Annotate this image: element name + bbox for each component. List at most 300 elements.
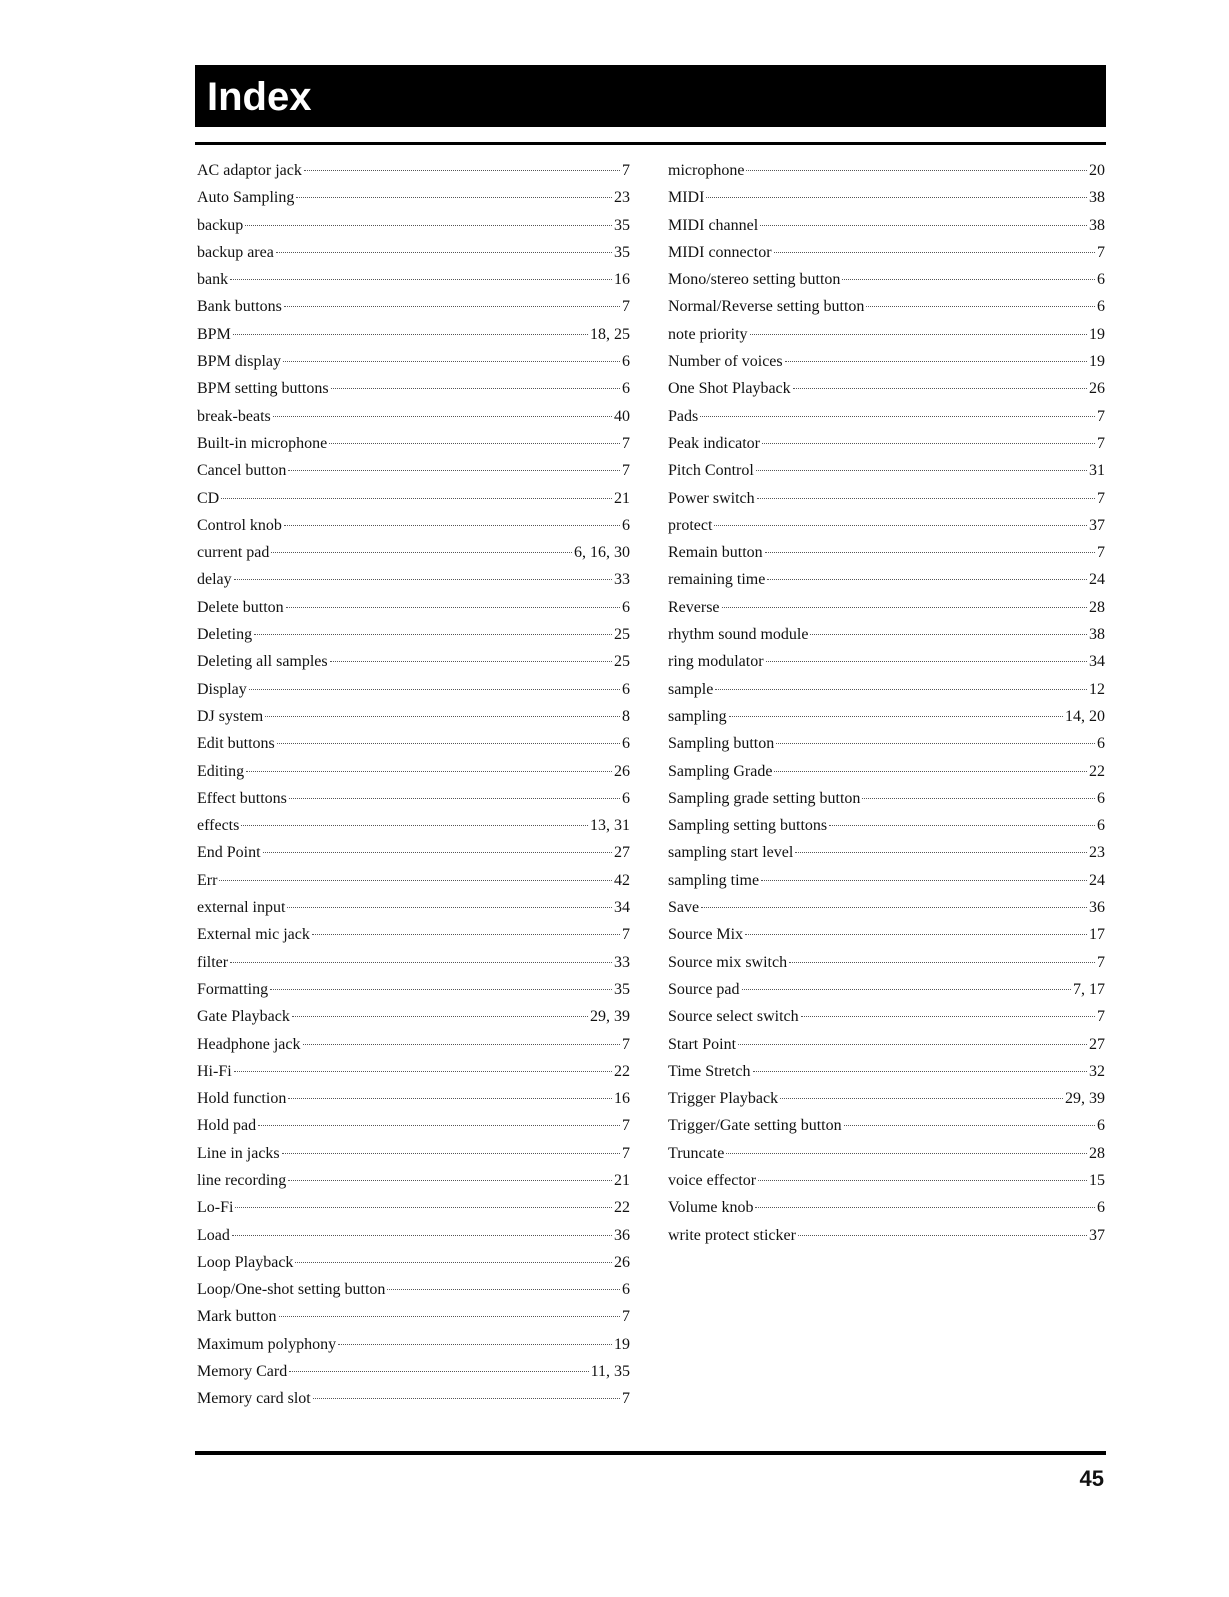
- index-page-ref: 6: [1097, 735, 1105, 753]
- dot-leader: [273, 416, 612, 417]
- index-term: Deleting: [197, 626, 253, 644]
- index-page-ref: 20: [1089, 162, 1105, 179]
- index-term: protect: [668, 516, 713, 534]
- index-term: Delete button: [197, 598, 284, 616]
- index-page-ref: 6: [622, 680, 630, 698]
- index-term: Sampling Grade: [668, 762, 773, 780]
- index-term: BPM display: [197, 353, 282, 371]
- page-number: 45: [1079, 1466, 1104, 1491]
- index-entry: [197, 1005, 630, 1032]
- index-column-right: [668, 159, 1105, 1251]
- index-entry: [197, 1169, 630, 1196]
- index-entry: [668, 1196, 1105, 1223]
- index-page-ref: 15: [1089, 1171, 1105, 1189]
- dot-leader: [756, 470, 1087, 471]
- index-term: delay: [197, 571, 232, 589]
- index-page-ref: 6: [622, 1281, 630, 1299]
- dot-leader: [286, 607, 620, 608]
- index-term: MIDI: [668, 189, 705, 207]
- dot-leader: [798, 1235, 1087, 1236]
- index-entry: [668, 1005, 1105, 1032]
- index-term: Trigger Playback: [668, 1090, 779, 1108]
- index-page-ref: 22: [614, 1062, 630, 1080]
- index-entry: [668, 405, 1105, 432]
- dot-leader: [766, 661, 1087, 662]
- index-term: One Shot Playback: [668, 380, 791, 398]
- dot-leader: [282, 1153, 620, 1154]
- index-entry: [668, 760, 1105, 787]
- index-page-ref: 14, 20: [1065, 707, 1105, 725]
- index-term: effects: [197, 817, 240, 835]
- index-term: Number of voices: [668, 353, 783, 371]
- dot-leader: [258, 1125, 620, 1126]
- index-page-ref: 7: [622, 1390, 630, 1408]
- index-entry: [668, 295, 1105, 322]
- index-term: bank: [197, 271, 229, 289]
- dot-leader: [283, 361, 620, 362]
- index-page-ref: 36: [614, 1226, 630, 1244]
- index-term: Effect buttons: [197, 789, 287, 807]
- index-term: voice effector: [668, 1171, 757, 1189]
- index-page-ref: 6: [1097, 1117, 1105, 1135]
- index-page-ref: 6: [622, 598, 630, 616]
- dot-leader: [706, 197, 1087, 198]
- index-entry: [197, 869, 630, 896]
- index-term: Deleting all samples: [197, 653, 328, 671]
- index-entry: [668, 978, 1105, 1005]
- dot-leader: [271, 552, 572, 553]
- index-page-ref: 22: [1089, 762, 1105, 780]
- index-entry: [197, 705, 630, 732]
- index-page-ref: 28: [1089, 598, 1105, 616]
- index-term: End Point: [197, 844, 261, 862]
- dot-leader: [233, 334, 588, 335]
- footer-divider: [195, 1451, 1106, 1455]
- index-term: Hold pad: [197, 1117, 257, 1135]
- index-term: Save: [668, 899, 700, 917]
- index-page-ref: 19: [1089, 353, 1105, 371]
- index-entry: [668, 459, 1105, 486]
- index-entry: [668, 432, 1105, 459]
- dot-leader: [761, 880, 1087, 881]
- dot-leader: [289, 1371, 588, 1372]
- dot-leader: [249, 689, 620, 690]
- dot-leader: [276, 252, 612, 253]
- dot-leader: [329, 443, 620, 444]
- index-entry: [197, 951, 630, 978]
- index-entry: [197, 787, 630, 814]
- dot-leader: [296, 197, 612, 198]
- index-entry: [197, 1087, 630, 1114]
- index-entry: [197, 814, 630, 841]
- index-page-ref: 35: [614, 243, 630, 261]
- index-term: External mic jack: [197, 926, 310, 944]
- index-entry: [668, 596, 1105, 623]
- index-page-ref: 25: [614, 626, 630, 644]
- index-term: Line in jacks: [197, 1144, 280, 1162]
- index-entry: [197, 896, 630, 923]
- dot-leader: [810, 634, 1087, 635]
- dot-leader: [758, 1180, 1087, 1181]
- index-term: Display: [197, 680, 247, 698]
- dot-leader: [295, 1262, 612, 1263]
- index-page-ref: 6: [622, 380, 630, 398]
- index-entry: [197, 923, 630, 950]
- dot-leader: [760, 225, 1087, 226]
- dot-leader: [866, 306, 1095, 307]
- index-entry: [668, 1169, 1105, 1196]
- index-page-ref: 40: [614, 407, 630, 425]
- index-page-ref: 26: [1089, 380, 1105, 398]
- dot-leader: [304, 170, 620, 171]
- index-page-ref: 7: [1097, 407, 1105, 425]
- index-page-ref: 6: [1097, 271, 1105, 289]
- dot-leader: [219, 880, 612, 881]
- index-header-bar: [195, 65, 1106, 127]
- index-entry: [668, 186, 1105, 213]
- index-term: line recording: [197, 1171, 287, 1189]
- dot-leader: [755, 1207, 1095, 1208]
- dot-leader: [292, 1016, 588, 1017]
- dot-leader: [765, 552, 1095, 553]
- index-page-ref: 32: [1089, 1062, 1105, 1080]
- index-term: break-beats: [197, 407, 271, 425]
- dot-leader: [312, 934, 620, 935]
- index-page-ref: 26: [614, 762, 630, 780]
- index-page-ref: 7: [622, 162, 630, 179]
- index-page-ref: 35: [614, 216, 630, 234]
- index-term: Memory Card: [197, 1363, 288, 1381]
- dot-leader: [795, 852, 1087, 853]
- dot-leader: [338, 1344, 612, 1345]
- index-entry: [668, 323, 1105, 350]
- dot-leader: [757, 498, 1095, 499]
- index-entry: [197, 541, 630, 568]
- index-term: AC adaptor jack: [197, 162, 302, 179]
- index-entry: [668, 268, 1105, 295]
- dot-leader: [844, 1125, 1095, 1126]
- index-entry: [668, 1060, 1105, 1087]
- dot-leader: [288, 1098, 612, 1099]
- index-page-ref: 6, 16, 30: [574, 544, 630, 562]
- index-term: Source pad: [668, 980, 740, 998]
- dot-leader: [246, 771, 612, 772]
- dot-leader: [701, 907, 1087, 908]
- dot-leader: [776, 743, 1095, 744]
- dot-leader: [270, 989, 612, 990]
- index-term: Truncate: [668, 1144, 725, 1162]
- index-page-ref: 12: [1089, 680, 1105, 698]
- index-term: CD: [197, 489, 220, 507]
- index-page-ref: 38: [1089, 189, 1105, 207]
- index-page-ref: 23: [1089, 844, 1105, 862]
- dot-leader: [254, 634, 612, 635]
- dot-leader: [746, 170, 1087, 171]
- index-entry: [668, 241, 1105, 268]
- index-page-ref: 6: [622, 516, 630, 534]
- dot-leader: [234, 1071, 612, 1072]
- dot-leader: [287, 907, 612, 908]
- index-term: microphone: [668, 162, 745, 179]
- dot-leader: [289, 798, 620, 799]
- index-term: Source mix switch: [668, 953, 788, 971]
- index-term: Load: [197, 1226, 230, 1244]
- dot-leader: [767, 579, 1087, 580]
- index-term: Peak indicator: [668, 434, 760, 452]
- index-page-ref: 27: [614, 844, 630, 862]
- index-term: Built-in microphone: [197, 434, 328, 452]
- index-page-ref: 37: [1089, 1226, 1105, 1244]
- index-page-ref: 25: [614, 653, 630, 671]
- index-page-ref: 13, 31: [590, 817, 630, 835]
- index-page-ref: 19: [614, 1335, 630, 1353]
- index-term: sample: [668, 680, 714, 698]
- index-term: external input: [197, 899, 286, 917]
- index-page-ref: 36: [1089, 899, 1105, 917]
- index-term: Mono/stereo setting button: [668, 271, 841, 289]
- index-page-ref: 23: [614, 189, 630, 207]
- index-page-ref: 18, 25: [590, 325, 630, 343]
- index-entry: [197, 159, 630, 186]
- index-term: Edit buttons: [197, 735, 275, 753]
- header-divider: [195, 142, 1106, 145]
- index-entry: [197, 650, 630, 677]
- index-entry: [197, 1333, 630, 1360]
- index-term: Sampling setting buttons: [668, 817, 828, 835]
- dot-leader: [221, 498, 612, 499]
- index-entry: [197, 405, 630, 432]
- index-entry: [668, 350, 1105, 377]
- index-term: ring modulator: [668, 653, 764, 671]
- dot-leader: [762, 443, 1095, 444]
- index-page-ref: 28: [1089, 1144, 1105, 1162]
- index-entry: [197, 732, 630, 759]
- index-entry: [668, 678, 1105, 705]
- index-term: Sampling grade setting button: [668, 789, 861, 807]
- index-page-ref: 7: [1097, 544, 1105, 562]
- index-term: Lo-Fi: [197, 1199, 234, 1217]
- index-term: Editing: [197, 762, 245, 780]
- index-page-ref: 38: [1089, 626, 1105, 644]
- dot-leader: [241, 825, 588, 826]
- index-page-ref: 7: [622, 1308, 630, 1326]
- dot-leader: [722, 607, 1087, 608]
- index-entry: [668, 214, 1105, 241]
- dot-leader: [715, 689, 1087, 690]
- index-term: Pads: [668, 407, 699, 425]
- index-term: sampling: [668, 707, 727, 725]
- dot-leader: [714, 525, 1087, 526]
- index-term: Source select switch: [668, 1008, 799, 1026]
- index-entry: [197, 214, 630, 241]
- index-entry: [197, 568, 630, 595]
- dot-leader: [284, 525, 620, 526]
- index-entry: [668, 1087, 1105, 1114]
- index-entry: [197, 487, 630, 514]
- index-page-ref: 7: [1097, 434, 1105, 452]
- dot-leader: [774, 252, 1095, 253]
- index-term: Remain button: [668, 544, 763, 562]
- index-page-ref: 8: [622, 707, 630, 725]
- index-entry: [197, 596, 630, 623]
- index-term: sampling start level: [668, 844, 794, 862]
- index-page-ref: 19: [1089, 325, 1105, 343]
- index-term: Sampling button: [668, 735, 775, 753]
- index-term: backup: [197, 216, 244, 234]
- index-term: rhythm sound module: [668, 626, 809, 644]
- dot-leader: [331, 388, 620, 389]
- index-term: MIDI channel: [668, 216, 759, 234]
- dot-leader: [235, 1207, 612, 1208]
- index-page-ref: 7: [622, 1117, 630, 1135]
- index-entry: [197, 514, 630, 541]
- index-term: backup area: [197, 243, 274, 261]
- index-entry: [197, 241, 630, 268]
- dot-leader: [729, 716, 1063, 717]
- dot-leader: [842, 279, 1095, 280]
- index-entry: [668, 623, 1105, 650]
- index-term: Trigger/Gate setting button: [668, 1117, 842, 1135]
- index-entry: [668, 1142, 1105, 1169]
- index-entry: [197, 1114, 630, 1141]
- index-term: Reverse: [668, 598, 720, 616]
- dot-leader: [793, 388, 1087, 389]
- index-entry: [197, 1196, 630, 1223]
- index-term: MIDI connector: [668, 243, 772, 261]
- index-entry: [197, 323, 630, 350]
- index-entry: [197, 1060, 630, 1087]
- index-entry: [668, 841, 1105, 868]
- index-term: Loop Playback: [197, 1253, 294, 1271]
- dot-leader: [288, 1180, 612, 1181]
- index-page-ref: 16: [614, 1090, 630, 1108]
- dot-leader: [263, 852, 612, 853]
- index-term: Bank buttons: [197, 298, 282, 316]
- index-entry: [668, 650, 1105, 677]
- index-page-ref: 29, 39: [590, 1008, 630, 1026]
- index-page-ref: 34: [1089, 653, 1105, 671]
- index-term: Hold function: [197, 1090, 287, 1108]
- index-entry: [668, 487, 1105, 514]
- index-entry: [197, 1278, 630, 1305]
- dot-leader: [774, 771, 1087, 772]
- index-page-ref: 6: [622, 353, 630, 371]
- dot-leader: [789, 962, 1095, 963]
- index-entry: [668, 541, 1105, 568]
- index-page-ref: 7, 17: [1073, 980, 1105, 998]
- dot-leader: [232, 1235, 612, 1236]
- index-page-ref: 27: [1089, 1035, 1105, 1053]
- index-page-ref: 6: [1097, 817, 1105, 835]
- index-entry: [197, 1305, 630, 1332]
- index-page-ref: 21: [614, 1171, 630, 1189]
- index-term: Control knob: [197, 516, 282, 534]
- index-entry: [668, 1224, 1105, 1251]
- dot-leader: [785, 361, 1087, 362]
- index-term: write protect sticker: [668, 1226, 796, 1244]
- dot-leader: [745, 934, 1087, 935]
- index-term: Headphone jack: [197, 1035, 301, 1053]
- index-page-ref: 11, 35: [590, 1363, 630, 1381]
- index-term: note priority: [668, 325, 748, 343]
- index-entry: [668, 732, 1105, 759]
- dot-leader: [780, 1098, 1063, 1099]
- index-entry: [668, 514, 1105, 541]
- index-entry: [197, 268, 630, 295]
- index-term: Hi-Fi: [197, 1062, 232, 1080]
- index-page-ref: 22: [614, 1199, 630, 1217]
- index-page-ref: 7: [622, 434, 630, 452]
- dot-leader: [230, 279, 612, 280]
- index-entry: [668, 377, 1105, 404]
- index-entry: [197, 1360, 630, 1387]
- index-entry: [197, 1387, 630, 1414]
- dot-leader: [801, 1016, 1095, 1017]
- index-entry: [197, 350, 630, 377]
- index-term: Cancel button: [197, 462, 287, 480]
- index-page-ref: 6: [1097, 789, 1105, 807]
- index-page-ref: 24: [1089, 871, 1105, 889]
- index-page-ref: 26: [614, 1253, 630, 1271]
- index-page-ref: 7: [1097, 953, 1105, 971]
- index-entry: [197, 1033, 630, 1060]
- index-page-ref: 6: [622, 735, 630, 753]
- dot-leader: [387, 1289, 620, 1290]
- index-entry: [197, 377, 630, 404]
- index-column-left: [197, 159, 630, 1415]
- index-entry: [668, 869, 1105, 896]
- index-entry: [197, 841, 630, 868]
- index-term: BPM: [197, 325, 231, 343]
- index-page-ref: 16: [614, 271, 630, 289]
- index-term: Power switch: [668, 489, 755, 507]
- index-page-ref: 6: [1097, 1199, 1105, 1217]
- index-page-ref: 34: [614, 899, 630, 917]
- index-page-ref: 42: [614, 871, 630, 889]
- dot-leader: [700, 416, 1095, 417]
- index-entry: [197, 459, 630, 486]
- index-entry: [197, 432, 630, 459]
- index-entry: [668, 705, 1105, 732]
- index-entry: [668, 923, 1105, 950]
- dot-leader: [738, 1044, 1087, 1045]
- index-entry: [668, 814, 1105, 841]
- index-term: Err: [197, 871, 218, 889]
- dot-leader: [265, 716, 620, 717]
- index-page-ref: 24: [1089, 571, 1105, 589]
- index-term: DJ system: [197, 707, 264, 725]
- index-term: Maximum polyphony: [197, 1335, 337, 1353]
- index-entry: [668, 951, 1105, 978]
- index-entry: [668, 896, 1105, 923]
- dot-leader: [245, 225, 612, 226]
- index-term: Source Mix: [668, 926, 744, 944]
- dot-leader: [234, 579, 612, 580]
- index-entry: [668, 568, 1105, 595]
- index-term: remaining time: [668, 571, 766, 589]
- index-page-ref: 7: [622, 926, 630, 944]
- index-term: Pitch Control: [668, 462, 754, 480]
- dot-leader: [230, 962, 612, 963]
- index-entry: [668, 159, 1105, 186]
- dot-leader: [829, 825, 1095, 826]
- index-entry: [197, 760, 630, 787]
- dot-leader: [742, 989, 1071, 990]
- index-page-ref: 21: [614, 489, 630, 507]
- index-term: Memory card slot: [197, 1390, 311, 1408]
- dot-leader: [330, 661, 612, 662]
- index-page-ref: 7: [622, 298, 630, 316]
